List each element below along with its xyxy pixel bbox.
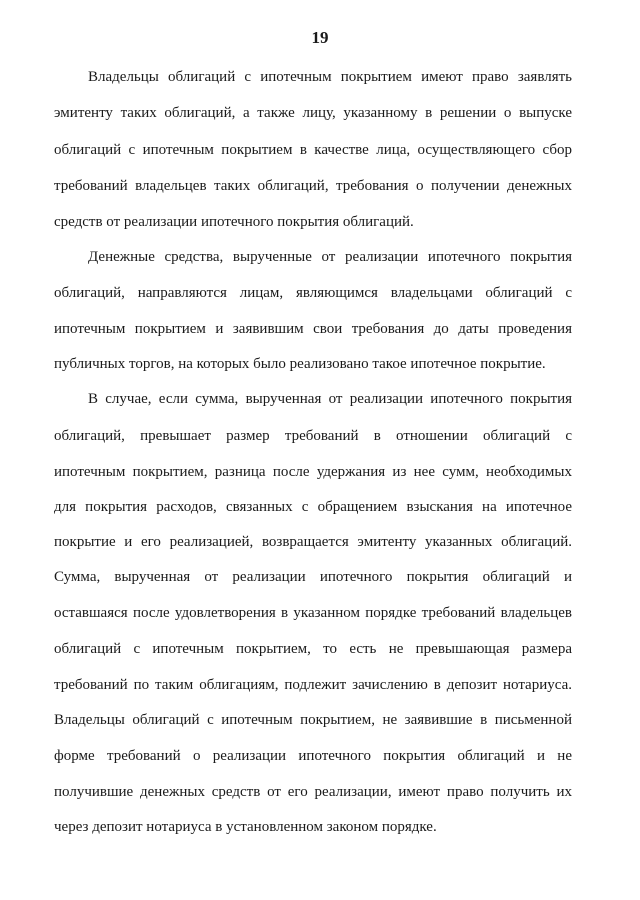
text-line: облигаций с ипотечным покрытием, то есть не превышающая размера (54, 641, 572, 657)
text-line: облигаций, превышает размер требований в отношении облигаций с (54, 428, 572, 444)
text-line: В случае, если сумма, вырученная от реализации ипотечного покрытия (88, 391, 572, 407)
text-line: облигаций, направляются лицам, являющимся владельцами облигаций с (54, 285, 572, 301)
page-number: 19 (311, 28, 329, 47)
text-line: для покрытия расходов, связанных с обращением взыскания на ипотечное (54, 499, 572, 515)
text-line: покрытие и его реализацией, возвращается эмитенту указанных облигаций. (54, 534, 572, 550)
text-line: требований владельцев таких облигаций, требования о получении денежных (54, 178, 572, 194)
text-line: Владельцы облигаций с ипотечным покрытием имеют право заявлять (88, 69, 572, 85)
text-line: публичных торгов, на которых было реализовано такое ипотечное покрытие. (54, 356, 546, 372)
text-line: ипотечным покрытием, разница после удержания из нее сумм, необходимых (54, 464, 572, 480)
text-line: Владельцы облигаций с ипотечным покрытием, не заявившие в письменной (54, 712, 572, 728)
text-line: получившие денежных средств от его реализации, имеют право получить их (54, 784, 572, 800)
text-line: требований по таким облигациям, подлежит зачислению в депозит нотариуса. (54, 677, 572, 693)
text-line: Денежные средства, вырученные от реализации ипотечного покрытия (88, 249, 572, 265)
text-line: ипотечным покрытием и заявившим свои требования до даты проведения (54, 321, 572, 337)
text-line: оставшаяся после удовлетворения в указанном порядке требований владельцев (54, 605, 572, 621)
text-line: средств от реализации ипотечного покрытия облигаций. (54, 214, 414, 230)
text-line: Сумма, вырученная от реализации ипотечного покрытия облигаций и (54, 569, 572, 585)
text-line: форме требований о реализации ипотечного покрытия облигаций и не (54, 748, 572, 764)
text-line: облигаций с ипотечным покрытием в качестве лица, осуществляющего сбор (54, 142, 572, 158)
text-line: через депозит нотариуса в установленном законом порядке. (54, 819, 437, 835)
text-line: эмитенту таких облигаций, а также лицу, указанному в решении о выпуске (54, 105, 572, 121)
